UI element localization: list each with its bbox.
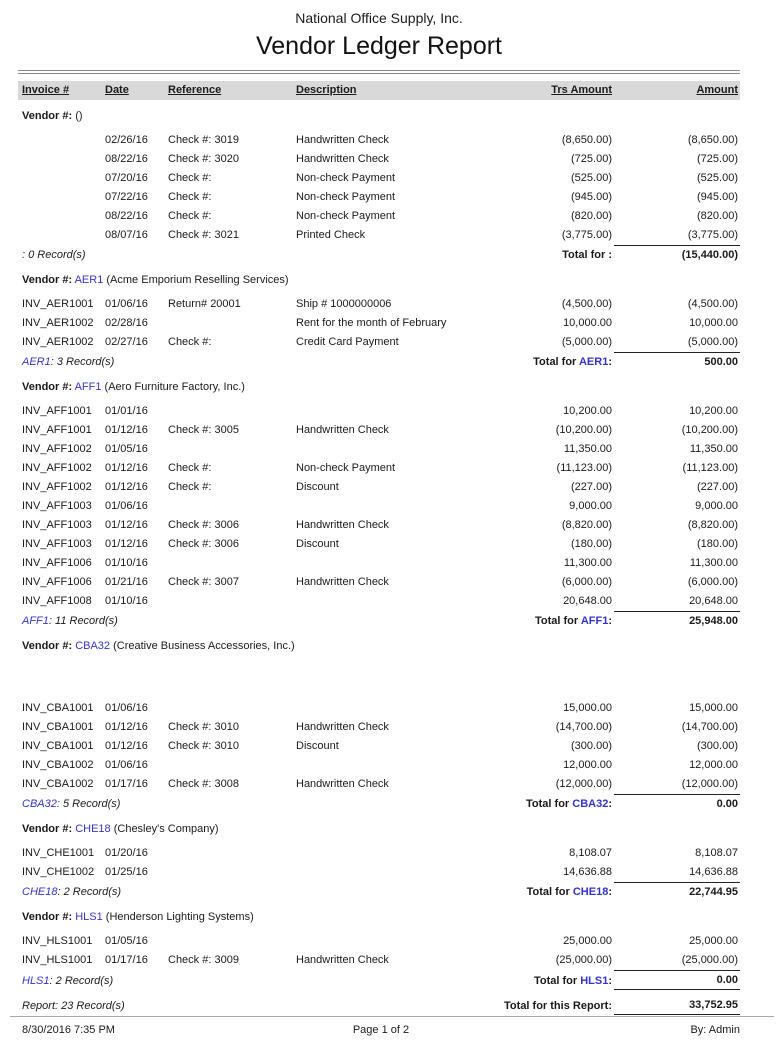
ledger-row bbox=[18, 699, 740, 718]
vendor-name: (Creative Business Accessories, Inc.) bbox=[113, 640, 295, 652]
cell-trs-amount: (10,200.00) bbox=[555, 424, 612, 436]
ledger-row bbox=[18, 440, 740, 459]
ledger-row bbox=[18, 516, 740, 535]
vendor-total-label: Total for CHE18: bbox=[526, 886, 612, 898]
cell-date: 02/27/16 bbox=[105, 336, 148, 348]
cell-reference bbox=[168, 440, 296, 459]
cell-amount: (12,000.00) bbox=[681, 778, 738, 790]
vendor-label: Vendor #: bbox=[22, 640, 73, 652]
cell-amount: (11,123.00) bbox=[682, 462, 738, 474]
ledger-row bbox=[18, 844, 740, 863]
cell-reference: Check #: bbox=[168, 210, 212, 222]
cell-trs-amount: (300.00) bbox=[571, 740, 612, 752]
cell-reference bbox=[168, 844, 296, 863]
cell-date: 07/22/16 bbox=[105, 191, 148, 203]
vendor-name: (Chesley's Company) bbox=[113, 823, 219, 835]
cell-description bbox=[296, 554, 494, 573]
vendor-record-count-text: : 5 Record(s) bbox=[56, 798, 121, 810]
column-label-description: Description bbox=[296, 84, 357, 96]
cell-trs-amount: (525.00) bbox=[571, 172, 612, 184]
vendor-record-count-code: HLS1 bbox=[22, 975, 50, 987]
vendor-record-count bbox=[22, 612, 296, 630]
cell-invoice bbox=[22, 207, 105, 226]
cell-description: Handwritten Check bbox=[296, 778, 389, 790]
cell-reference bbox=[168, 497, 296, 516]
ledger-row bbox=[18, 478, 740, 497]
vendor-total-amount: 500.00 bbox=[614, 352, 740, 371]
cell-date: 01/21/16 bbox=[105, 576, 148, 588]
cell-invoice: INV_AFF1003 bbox=[22, 519, 92, 531]
vendor-heading bbox=[18, 109, 740, 123]
vendor-record-count bbox=[22, 972, 296, 990]
cell-invoice: INV_AER1001 bbox=[22, 298, 94, 310]
cell-amount: (25,000.00) bbox=[681, 954, 738, 966]
cell-description bbox=[296, 932, 494, 951]
vendor-label: Vendor #: bbox=[22, 823, 73, 835]
vendor-record-count-text: : 11 Record(s) bbox=[48, 615, 118, 627]
cell-description: Handwritten Check bbox=[296, 134, 389, 146]
ledger-row bbox=[18, 131, 740, 150]
cell-description: Non-check Payment bbox=[296, 172, 396, 184]
cell-date: 02/28/16 bbox=[105, 317, 148, 329]
cell-invoice: INV_AFF1006 bbox=[22, 576, 92, 588]
cell-reference: Check #: bbox=[168, 462, 212, 474]
ledger-row bbox=[18, 295, 740, 314]
cell-date: 01/17/16 bbox=[105, 954, 148, 966]
cell-invoice bbox=[22, 131, 105, 150]
vendor-code: AER1 bbox=[74, 274, 104, 286]
vendor-section bbox=[18, 639, 740, 813]
ledger-row bbox=[18, 718, 740, 737]
cell-trs-amount: 9,000.00 bbox=[569, 500, 612, 512]
ledger-row bbox=[18, 459, 740, 478]
cell-invoice: INV_CBA1002 bbox=[22, 759, 94, 771]
cell-reference: Check #: bbox=[168, 191, 212, 203]
cell-reference bbox=[168, 863, 296, 882]
ledger-row bbox=[18, 421, 740, 440]
cell-description bbox=[296, 844, 494, 863]
cell-date: 01/12/16 bbox=[105, 481, 148, 493]
cell-date: 01/05/16 bbox=[105, 443, 148, 455]
ledger-row bbox=[18, 592, 740, 611]
page-footer bbox=[10, 1016, 774, 1036]
column-label-reference: Reference bbox=[168, 84, 222, 96]
cell-amount: (4,500.00) bbox=[687, 298, 738, 310]
column-label-trs-amount: Trs Amount bbox=[551, 84, 612, 96]
vendor-record-count bbox=[22, 353, 296, 371]
ledger-row bbox=[18, 402, 740, 421]
cell-date: 01/12/16 bbox=[105, 538, 148, 550]
vendor-record-count bbox=[22, 246, 296, 264]
cell-reference bbox=[168, 756, 296, 775]
cell-trs-amount: (3,775.00) bbox=[561, 229, 612, 241]
report-summary bbox=[18, 996, 740, 1015]
cell-trs-amount: (25,000.00) bbox=[555, 954, 612, 966]
cell-date: 01/10/16 bbox=[105, 595, 148, 607]
cell-description: Handwritten Check bbox=[296, 576, 389, 588]
cell-reference: Check #: 3021 bbox=[168, 229, 239, 241]
cell-invoice: INV_AFF1001 bbox=[22, 424, 92, 436]
cell-trs-amount: (725.00) bbox=[571, 153, 612, 165]
cell-description: Handwritten Check bbox=[296, 424, 389, 436]
ledger-row bbox=[18, 863, 740, 882]
report-total-amount: 33,752.95 bbox=[614, 996, 740, 1015]
cell-reference: Check #: 3020 bbox=[168, 153, 239, 165]
vendor-total-label: Total for AER1: bbox=[533, 356, 612, 368]
vendor-record-count-text: : 0 Record(s) bbox=[22, 249, 86, 261]
ledger-rows bbox=[18, 402, 740, 611]
cell-amount: (820.00) bbox=[697, 210, 738, 222]
vendor-code: CBA32 bbox=[75, 640, 111, 652]
cell-trs-amount: (11,123.00) bbox=[556, 462, 612, 474]
ledger-row bbox=[18, 314, 740, 333]
cell-description: Non-check Payment bbox=[296, 191, 396, 203]
ledger-rows bbox=[18, 932, 740, 970]
report-total-label: Total for this Report: bbox=[504, 1000, 612, 1012]
ledger-row bbox=[18, 535, 740, 554]
cell-trs-amount: (12,000.00) bbox=[555, 778, 612, 790]
cell-invoice: INV_CBA1001 bbox=[22, 740, 94, 752]
cell-date: 08/22/16 bbox=[105, 153, 148, 165]
cell-date: 01/06/16 bbox=[105, 702, 148, 714]
vendor-code: HLS1 bbox=[75, 911, 103, 923]
cell-reference: Check #: bbox=[168, 481, 212, 493]
cell-invoice: INV_CBA1001 bbox=[22, 721, 94, 733]
cell-trs-amount: (4,500.00) bbox=[561, 298, 612, 310]
cell-trs-amount: (227.00) bbox=[571, 481, 612, 493]
cell-reference bbox=[168, 314, 296, 333]
ledger-row bbox=[18, 226, 740, 245]
cell-invoice: INV_CBA1002 bbox=[22, 778, 94, 790]
cell-invoice: INV_CHE1002 bbox=[22, 866, 95, 878]
vendor-total-row bbox=[18, 794, 740, 813]
cell-date: 01/06/16 bbox=[105, 500, 148, 512]
ledger-row bbox=[18, 737, 740, 756]
cell-amount: (180.00) bbox=[697, 538, 738, 550]
vendor-label: Vendor #: bbox=[22, 381, 73, 393]
cell-invoice: INV_CBA1001 bbox=[22, 702, 94, 714]
cell-invoice bbox=[22, 226, 105, 245]
cell-trs-amount: (8,650.00) bbox=[561, 134, 612, 146]
vendor-section bbox=[18, 273, 740, 371]
cell-trs-amount: 11,300.00 bbox=[563, 557, 612, 569]
cell-trs-amount: 14,636.88 bbox=[563, 866, 612, 878]
vendor-total-amount: (15,440.00) bbox=[614, 245, 740, 264]
cell-trs-amount: 25,000.00 bbox=[563, 935, 612, 947]
cell-invoice: INV_AFF1003 bbox=[22, 538, 92, 550]
cell-reference: Check #: 3009 bbox=[168, 954, 239, 966]
cell-invoice: INV_HLS1001 bbox=[22, 935, 93, 947]
cell-date: 01/20/16 bbox=[105, 847, 148, 859]
cell-description: Printed Check bbox=[296, 229, 366, 241]
vendor-label: Vendor #: bbox=[22, 911, 73, 923]
cell-description bbox=[296, 863, 494, 882]
ledger-row bbox=[18, 573, 740, 592]
cell-reference: Check #: 3010 bbox=[168, 740, 239, 752]
vendor-name: () bbox=[75, 110, 83, 122]
cell-date: 01/25/16 bbox=[105, 866, 148, 878]
cell-amount: (8,820.00) bbox=[687, 519, 738, 531]
table-header bbox=[18, 81, 740, 100]
vendor-heading bbox=[18, 639, 740, 653]
column-label-date: Date bbox=[105, 84, 129, 96]
cell-amount: (725.00) bbox=[697, 153, 738, 165]
cell-reference: Check #: 3019 bbox=[168, 134, 239, 146]
cell-invoice: INV_AFF1006 bbox=[22, 557, 92, 569]
cell-amount: 25,000.00 bbox=[689, 935, 738, 947]
vendor-total-row bbox=[18, 882, 740, 901]
ledger-row bbox=[18, 932, 740, 951]
cell-amount: (525.00) bbox=[697, 172, 738, 184]
vendor-record-count-text: : 2 Record(s) bbox=[49, 975, 114, 987]
cell-trs-amount: (14,700.00) bbox=[555, 721, 612, 733]
vendor-heading bbox=[18, 910, 740, 924]
cell-date: 01/17/16 bbox=[105, 778, 148, 790]
cell-description bbox=[296, 402, 494, 421]
cell-date: 01/06/16 bbox=[105, 759, 148, 771]
ledger-row bbox=[18, 333, 740, 352]
vendor-total-row bbox=[18, 352, 740, 371]
cell-description bbox=[296, 756, 494, 775]
cell-date: 01/12/16 bbox=[105, 424, 148, 436]
cell-description: Handwritten Check bbox=[296, 519, 389, 531]
ledger-row bbox=[18, 150, 740, 169]
vendor-heading bbox=[18, 273, 740, 287]
cell-trs-amount: 12,000.00 bbox=[563, 759, 612, 771]
cell-reference: Check #: 3008 bbox=[168, 778, 239, 790]
cell-reference: Check #: 3005 bbox=[168, 424, 239, 436]
vendor-total-row bbox=[18, 611, 740, 630]
vendor-total-label: Total for CBA32: bbox=[526, 798, 612, 810]
vendor-total-label: Total for HLS1: bbox=[533, 975, 612, 987]
cell-amount: (945.00) bbox=[697, 191, 738, 203]
header-divider bbox=[18, 70, 740, 74]
cell-invoice bbox=[22, 188, 105, 207]
report-title: Vendor Ledger Report bbox=[255, 32, 502, 60]
report-record-count: Report: 23 Record(s) bbox=[22, 1000, 125, 1012]
vendor-total-label: Total for AFF1: bbox=[535, 615, 612, 627]
cell-date: 01/12/16 bbox=[105, 462, 148, 474]
cell-description: Rent for the month of February bbox=[296, 317, 447, 329]
cell-amount: 10,000.00 bbox=[689, 317, 738, 329]
cell-trs-amount: 20,648.00 bbox=[563, 595, 612, 607]
cell-date: 01/12/16 bbox=[105, 721, 148, 733]
cell-description: Non-check Payment bbox=[296, 462, 396, 474]
vendor-section bbox=[18, 822, 740, 901]
vendor-section bbox=[18, 380, 740, 630]
cell-amount: (14,700.00) bbox=[681, 721, 738, 733]
cell-reference: Check #: 3006 bbox=[168, 538, 239, 550]
cell-trs-amount: (945.00) bbox=[571, 191, 612, 203]
ledger-row bbox=[18, 554, 740, 573]
vendor-code: AFF1 bbox=[74, 381, 102, 393]
cell-date: 01/12/16 bbox=[105, 740, 148, 752]
vendor-total-amount: 0.00 bbox=[614, 794, 740, 813]
company-name: National Office Supply, Inc. bbox=[295, 10, 463, 26]
cell-date: 01/12/16 bbox=[105, 519, 148, 531]
cell-amount: 11,300.00 bbox=[689, 557, 738, 569]
cell-date: 08/22/16 bbox=[105, 210, 148, 222]
footer-timestamp: 8/30/2016 7:35 PM bbox=[22, 1024, 115, 1036]
vendor-record-count-text: : 2 Record(s) bbox=[57, 886, 122, 898]
cell-trs-amount: 10,200.00 bbox=[563, 405, 612, 417]
cell-trs-amount: (5,000.00) bbox=[561, 336, 612, 348]
ledger-row bbox=[18, 207, 740, 226]
vendor-record-count-code: CBA32 bbox=[22, 798, 57, 810]
vendor-total-amount: 0.00 bbox=[614, 970, 740, 990]
cell-description: Handwritten Check bbox=[296, 954, 389, 966]
vendor-section bbox=[18, 109, 740, 264]
vendor-name: (Acme Emporium Reselling Services) bbox=[106, 274, 289, 286]
cell-reference: Check #: 3007 bbox=[168, 576, 239, 588]
cell-trs-amount: (180.00) bbox=[571, 538, 612, 550]
vendor-code: CHE18 bbox=[75, 823, 111, 835]
cell-invoice: INV_CHE1001 bbox=[22, 847, 95, 859]
ledger-row bbox=[18, 775, 740, 794]
cell-amount: (5,000.00) bbox=[687, 336, 738, 348]
cell-description: Discount bbox=[296, 481, 339, 493]
cell-amount: (8,650.00) bbox=[687, 134, 738, 146]
cell-amount: (300.00) bbox=[697, 740, 738, 752]
vendor-record-count-code: AER1 bbox=[22, 356, 51, 368]
ledger-row bbox=[18, 497, 740, 516]
cell-amount: 14,636.88 bbox=[689, 866, 738, 878]
cell-trs-amount: 11,350.00 bbox=[563, 443, 612, 455]
cell-date: 01/05/16 bbox=[105, 935, 148, 947]
vendor-record-count bbox=[22, 795, 296, 813]
cell-reference bbox=[168, 554, 296, 573]
cell-description: Non-check Payment bbox=[296, 210, 396, 222]
cell-amount: (227.00) bbox=[697, 481, 738, 493]
cell-trs-amount: (820.00) bbox=[571, 210, 612, 222]
cell-invoice: INV_AFF1008 bbox=[22, 595, 92, 607]
cell-description bbox=[296, 497, 494, 516]
cell-description: Handwritten Check bbox=[296, 153, 389, 165]
footer-page-number: Page 1 of 2 bbox=[352, 1024, 410, 1036]
cell-amount: (3,775.00) bbox=[687, 229, 738, 241]
cell-invoice: INV_AFF1003 bbox=[22, 500, 92, 512]
cell-amount: 8,108.07 bbox=[695, 847, 738, 859]
ledger-rows bbox=[18, 844, 740, 882]
cell-invoice: INV_AFF1002 bbox=[22, 481, 92, 493]
cell-invoice: INV_AER1002 bbox=[22, 336, 94, 348]
vendor-label: Vendor #: bbox=[22, 274, 73, 286]
cell-description bbox=[296, 440, 494, 459]
cell-reference bbox=[168, 402, 296, 421]
vendor-heading bbox=[18, 822, 740, 836]
vendor-total-amount: 25,948.00 bbox=[614, 611, 740, 630]
cell-amount: 15,000.00 bbox=[689, 702, 738, 714]
vendor-total-row bbox=[18, 970, 740, 990]
cell-description: Ship # 1000000006 bbox=[296, 298, 392, 310]
cell-reference: Check #: bbox=[168, 336, 212, 348]
cell-amount: 20,648.00 bbox=[689, 595, 738, 607]
cell-invoice: INV_AFF1002 bbox=[22, 443, 92, 455]
cell-invoice: INV_AFF1001 bbox=[22, 405, 92, 417]
cell-date: 07/20/16 bbox=[105, 172, 148, 184]
cell-amount: 10,200.00 bbox=[689, 405, 738, 417]
ledger-row bbox=[18, 756, 740, 775]
ledger-rows bbox=[18, 131, 740, 245]
cell-invoice bbox=[22, 150, 105, 169]
cell-date: 01/06/16 bbox=[105, 298, 148, 310]
cell-amount: 11,350.00 bbox=[689, 443, 738, 455]
cell-description: Credit Card Payment bbox=[296, 336, 399, 348]
vendor-label: Vendor #: bbox=[22, 110, 73, 122]
cell-description: Discount bbox=[296, 740, 339, 752]
cell-trs-amount: 8,108.07 bbox=[569, 847, 612, 859]
cell-amount: (10,200.00) bbox=[681, 424, 738, 436]
cell-amount: (6,000.00) bbox=[687, 576, 738, 588]
cell-trs-amount: (6,000.00) bbox=[561, 576, 612, 588]
vendor-name: (Aero Furniture Factory, Inc.) bbox=[104, 381, 245, 393]
cell-reference bbox=[168, 932, 296, 951]
cell-reference: Return# 20001 bbox=[168, 298, 241, 310]
cell-date: 08/07/16 bbox=[105, 229, 148, 241]
cell-invoice: INV_AER1002 bbox=[22, 317, 94, 329]
cell-reference: Check #: 3010 bbox=[168, 721, 239, 733]
cell-invoice: INV_HLS1001 bbox=[22, 954, 93, 966]
vendor-record-count-text: : 3 Record(s) bbox=[50, 356, 115, 368]
vendor-section bbox=[18, 910, 740, 990]
cell-amount: 12,000.00 bbox=[689, 759, 738, 771]
ledger-row bbox=[18, 188, 740, 207]
vendor-total-amount: 22,744.95 bbox=[614, 882, 740, 901]
vendor-record-count bbox=[22, 883, 296, 901]
report-content bbox=[18, 0, 740, 1015]
cell-trs-amount: 15,000.00 bbox=[563, 702, 612, 714]
cell-trs-amount: (8,820.00) bbox=[561, 519, 612, 531]
vendor-total-label: Total for : bbox=[562, 249, 612, 261]
vendor-total-row bbox=[18, 245, 740, 264]
cell-reference: Check #: bbox=[168, 172, 212, 184]
vendor-sections bbox=[18, 109, 740, 990]
cell-date: 01/01/16 bbox=[105, 405, 148, 417]
ledger-rows bbox=[18, 295, 740, 352]
cell-date: 02/26/16 bbox=[105, 134, 148, 146]
cell-amount: 9,000.00 bbox=[695, 500, 738, 512]
cell-reference bbox=[168, 699, 296, 718]
ledger-row bbox=[18, 169, 740, 188]
cell-description: Handwritten Check bbox=[296, 721, 389, 733]
cell-date: 01/10/16 bbox=[105, 557, 148, 569]
column-label-amount: Amount bbox=[696, 84, 738, 96]
vendor-name: (Henderson Lighting Systems) bbox=[105, 911, 254, 923]
cell-reference: Check #: 3006 bbox=[168, 519, 239, 531]
cell-invoice bbox=[22, 169, 105, 188]
cell-reference bbox=[168, 592, 296, 611]
cell-invoice: INV_AFF1002 bbox=[22, 462, 92, 474]
vendor-record-count-code: CHE18 bbox=[22, 886, 58, 898]
cell-description bbox=[296, 592, 494, 611]
ledger-rows bbox=[18, 661, 740, 794]
vendor-record-count-code: AFF1 bbox=[22, 615, 49, 627]
vendor-heading bbox=[18, 380, 740, 394]
column-label-invoice: Invoice # bbox=[22, 84, 70, 96]
footer-printed-by: By: Admin bbox=[690, 1024, 740, 1036]
cell-description: Discount bbox=[296, 538, 339, 550]
cell-trs-amount: 10,000.00 bbox=[563, 317, 612, 329]
ledger-row bbox=[18, 951, 740, 970]
cell-description bbox=[296, 699, 494, 718]
